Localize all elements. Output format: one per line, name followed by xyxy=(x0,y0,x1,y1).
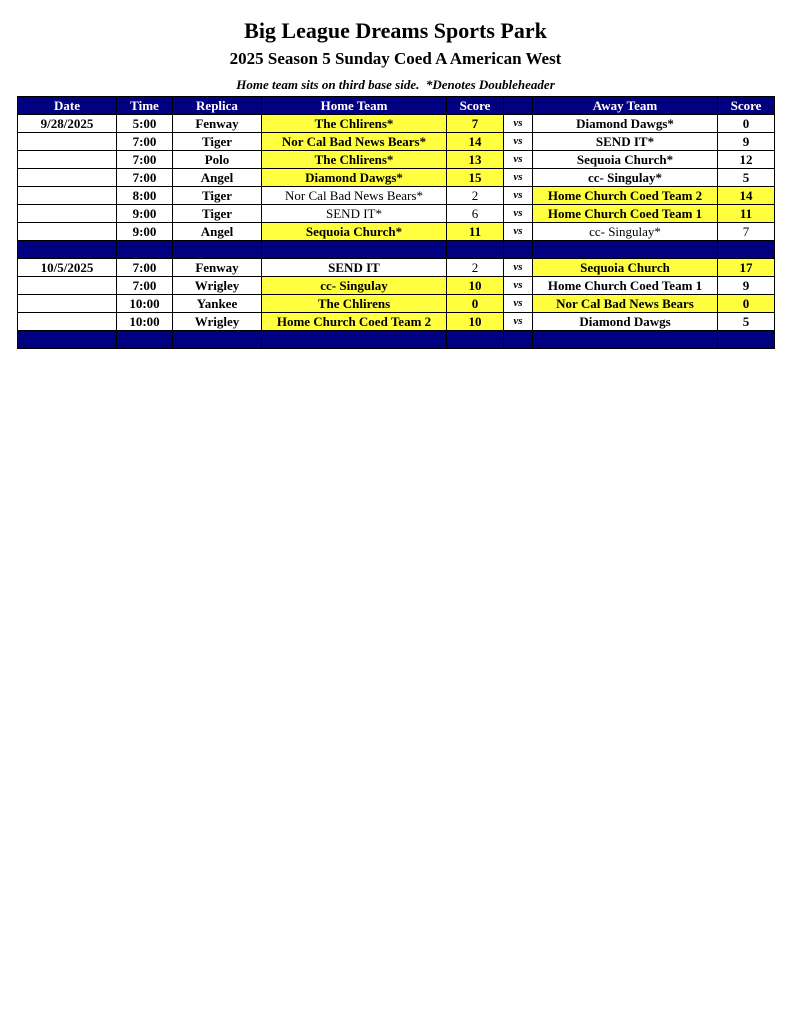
date-cell xyxy=(18,313,117,331)
away-score-cell: 12 xyxy=(718,151,775,169)
time-cell: 10:00 xyxy=(117,313,173,331)
page-subtitle: 2025 Season 5 Sunday Coed A American West xyxy=(229,49,562,68)
replica-cell: Angel xyxy=(173,169,262,187)
away-score-cell: 9 xyxy=(718,277,775,295)
time-cell: 7:00 xyxy=(117,169,173,187)
home-score-cell: 11 xyxy=(447,223,504,241)
replica-cell: Wrigley xyxy=(173,277,262,295)
date-cell xyxy=(18,169,117,187)
date-cell xyxy=(18,223,117,241)
date-cell xyxy=(18,295,117,313)
time-cell: 9:00 xyxy=(117,223,173,241)
home-score-cell: 13 xyxy=(447,151,504,169)
time-cell: 7:00 xyxy=(117,277,173,295)
home-score-cell: 0 xyxy=(447,295,504,313)
time-cell: 7:00 xyxy=(117,133,173,151)
vs-cell: vs xyxy=(504,133,533,151)
separator-cell xyxy=(117,241,173,259)
col-header-away-score: Score xyxy=(718,97,775,115)
away-score-cell: 7 xyxy=(718,223,775,241)
separator-cell xyxy=(718,241,775,259)
replica-cell: Polo xyxy=(173,151,262,169)
away-team-cell: Nor Cal Bad News Bears xyxy=(533,295,718,313)
vs-cell: vs xyxy=(504,151,533,169)
away-team-cell: Home Church Coed Team 1 xyxy=(533,277,718,295)
away-team-cell: Diamond Dawgs xyxy=(533,313,718,331)
vs-cell: vs xyxy=(504,223,533,241)
week-separator-row xyxy=(18,331,775,349)
date-cell xyxy=(18,133,117,151)
separator-cell xyxy=(262,331,447,349)
away-team-cell: SEND IT* xyxy=(533,133,718,151)
time-cell: 5:00 xyxy=(117,115,173,133)
separator-cell xyxy=(117,331,173,349)
col-header-away-team: Away Team xyxy=(533,97,718,115)
home-team-cell: Nor Cal Bad News Bears* xyxy=(262,133,447,151)
separator-cell xyxy=(504,241,533,259)
vs-cell: vs xyxy=(504,205,533,223)
away-team-cell: cc- Singulay* xyxy=(533,169,718,187)
home-score-cell: 7 xyxy=(447,115,504,133)
away-score-cell: 5 xyxy=(718,169,775,187)
replica-cell: Wrigley xyxy=(173,313,262,331)
replica-cell: Tiger xyxy=(173,205,262,223)
away-score-cell: 9 xyxy=(718,133,775,151)
home-team-cell: cc- Singulay xyxy=(262,277,447,295)
doubleheader-note: Home team sits on third base side. *Denotes Doubleheader xyxy=(236,77,555,92)
vs-cell: vs xyxy=(504,115,533,133)
table-row xyxy=(18,133,775,151)
replica-cell: Tiger xyxy=(173,187,262,205)
home-score-cell: 14 xyxy=(447,133,504,151)
col-header-home-score: Score xyxy=(447,97,504,115)
separator-cell xyxy=(533,331,718,349)
home-score-cell: 10 xyxy=(447,277,504,295)
time-cell: 7:00 xyxy=(117,259,173,277)
home-score-cell: 15 xyxy=(447,169,504,187)
separator-cell xyxy=(533,241,718,259)
away-team-cell: Sequoia Church* xyxy=(533,151,718,169)
table-row xyxy=(18,277,775,295)
date-cell: 10/5/2025 xyxy=(18,259,117,277)
vs-cell: vs xyxy=(504,295,533,313)
table-row xyxy=(18,115,775,133)
home-team-cell: Nor Cal Bad News Bears* xyxy=(262,187,447,205)
away-score-cell: 0 xyxy=(718,295,775,313)
separator-cell xyxy=(447,241,504,259)
table-row xyxy=(18,169,775,187)
table-row xyxy=(18,295,775,313)
home-team-cell: Diamond Dawgs* xyxy=(262,169,447,187)
home-score-cell: 2 xyxy=(447,187,504,205)
time-cell: 10:00 xyxy=(117,295,173,313)
col-header-vs xyxy=(504,97,533,115)
vs-cell: vs xyxy=(504,187,533,205)
replica-cell: Fenway xyxy=(173,259,262,277)
table-row xyxy=(18,151,775,169)
table-row xyxy=(18,205,775,223)
separator-cell xyxy=(18,241,117,259)
away-team-cell: Home Church Coed Team 1 xyxy=(533,205,718,223)
table-row xyxy=(18,223,775,241)
away-team-cell: Home Church Coed Team 2 xyxy=(533,187,718,205)
date-cell xyxy=(18,277,117,295)
away-team-cell: Sequoia Church xyxy=(533,259,718,277)
separator-cell xyxy=(173,241,262,259)
away-score-cell: 14 xyxy=(718,187,775,205)
vs-cell: vs xyxy=(504,259,533,277)
schedule-table xyxy=(17,96,775,349)
separator-cell xyxy=(262,241,447,259)
separator-cell xyxy=(504,331,533,349)
date-cell xyxy=(18,187,117,205)
replica-cell: Angel xyxy=(173,223,262,241)
separator-cell xyxy=(447,331,504,349)
col-header-replica: Replica xyxy=(173,97,262,115)
table-row xyxy=(18,313,775,331)
vs-cell: vs xyxy=(504,277,533,295)
away-score-cell: 17 xyxy=(718,259,775,277)
home-score-cell: 6 xyxy=(447,205,504,223)
separator-cell xyxy=(718,331,775,349)
replica-cell: Fenway xyxy=(173,115,262,133)
away-team-cell: cc- Singulay* xyxy=(533,223,718,241)
away-score-cell: 0 xyxy=(718,115,775,133)
header-row xyxy=(18,97,775,115)
home-team-cell: The Chlirens* xyxy=(262,115,447,133)
away-score-cell: 11 xyxy=(718,205,775,223)
vs-cell: vs xyxy=(504,313,533,331)
replica-cell: Tiger xyxy=(173,133,262,151)
separator-cell xyxy=(173,331,262,349)
col-header-time: Time xyxy=(117,97,173,115)
home-score-cell: 2 xyxy=(447,259,504,277)
table-row xyxy=(18,259,775,277)
home-team-cell: Sequoia Church* xyxy=(262,223,447,241)
time-cell: 7:00 xyxy=(117,151,173,169)
col-header-date: Date xyxy=(18,97,117,115)
home-team-cell: Home Church Coed Team 2 xyxy=(262,313,447,331)
time-cell: 8:00 xyxy=(117,187,173,205)
separator-cell xyxy=(18,331,117,349)
date-cell xyxy=(18,151,117,169)
home-score-cell: 10 xyxy=(447,313,504,331)
home-team-cell: The Chlirens* xyxy=(262,151,447,169)
home-team-cell: SEND IT* xyxy=(262,205,447,223)
vs-cell: vs xyxy=(504,169,533,187)
away-team-cell: Diamond Dawgs* xyxy=(533,115,718,133)
time-cell: 9:00 xyxy=(117,205,173,223)
col-header-home-team: Home Team xyxy=(262,97,447,115)
table-row xyxy=(18,187,775,205)
week-separator-row xyxy=(18,241,775,259)
date-cell: 9/28/2025 xyxy=(18,115,117,133)
home-team-cell: The Chlirens xyxy=(262,295,447,313)
date-cell xyxy=(18,205,117,223)
page-title: Big League Dreams Sports Park xyxy=(244,18,547,43)
replica-cell: Yankee xyxy=(173,295,262,313)
home-team-cell: SEND IT xyxy=(262,259,447,277)
away-score-cell: 5 xyxy=(718,313,775,331)
